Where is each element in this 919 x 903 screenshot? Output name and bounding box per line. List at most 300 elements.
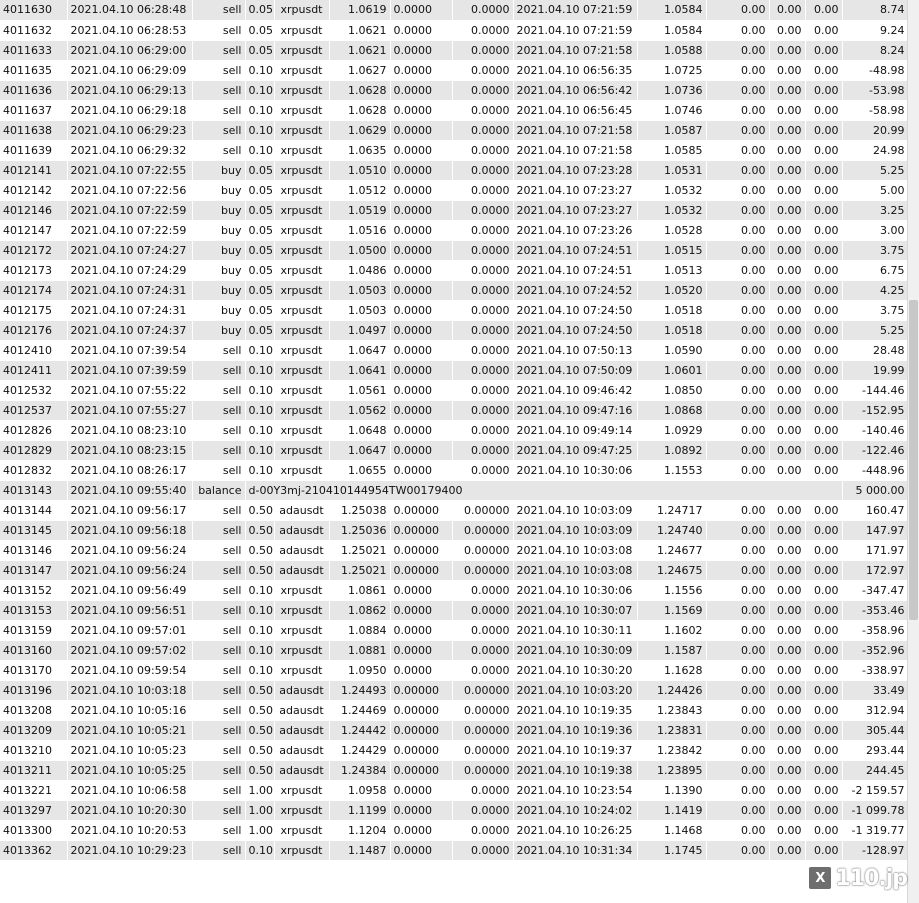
cell-close-time: 2021.04.10 10:03:08 <box>513 540 637 560</box>
table-row[interactable] <box>0 640 908 660</box>
cell-close-time: 2021.04.10 10:03:20 <box>513 680 637 700</box>
cell-size: 0.10 <box>245 640 274 660</box>
cell-size: 0.10 <box>245 620 274 640</box>
cell-ticket: 4011638 <box>0 120 67 140</box>
cell-sl: 0.0000 <box>390 620 452 640</box>
cell-open-price: 1.0510 <box>329 160 390 180</box>
cell-swap: 0.00 <box>805 180 842 200</box>
table-row[interactable] <box>0 500 908 520</box>
cell-open-time: 2021.04.10 10:05:21 <box>67 720 192 740</box>
cell-commission: 0.00 <box>706 300 769 320</box>
cell-size: 0.50 <box>245 560 274 580</box>
cell-swap: 0.00 <box>805 300 842 320</box>
table-row[interactable] <box>0 40 908 60</box>
cell-tp: 0.0000 <box>452 840 513 860</box>
cell-sl: 0.0000 <box>390 660 452 680</box>
cell-taxes: 0.00 <box>769 500 805 520</box>
table-row[interactable] <box>0 840 908 860</box>
cell-swap: 0.00 <box>805 260 842 280</box>
cell-swap: 0.00 <box>805 760 842 780</box>
cell-open-time: 2021.04.10 10:29:23 <box>67 840 192 860</box>
cell-swap: 0.00 <box>805 420 842 440</box>
cell-ticket: 4013146 <box>0 540 67 560</box>
cell-tp: 0.0000 <box>452 180 513 200</box>
cell-symbol: xrpusdt <box>274 640 329 660</box>
cell-size: 0.50 <box>245 760 274 780</box>
cell-commission: 0.00 <box>706 440 769 460</box>
cell-profit: 8.24 <box>842 40 908 60</box>
cell-sl: 0.0000 <box>390 600 452 620</box>
cell-tp: 0.0000 <box>452 380 513 400</box>
cell-sl: 0.00000 <box>390 540 452 560</box>
cell-sl: 0.0000 <box>390 120 452 140</box>
cell-taxes: 0.00 <box>769 580 805 600</box>
cell-type: sell <box>192 60 245 80</box>
cell-commission: 0.00 <box>706 780 769 800</box>
cell-open-price: 1.1487 <box>329 840 390 860</box>
cell-tp: 0.0000 <box>452 580 513 600</box>
table-row[interactable] <box>0 300 908 320</box>
cell-swap: 0.00 <box>805 700 842 720</box>
cell-open-price: 1.0621 <box>329 40 390 60</box>
cell-symbol: xrpusdt <box>274 660 329 680</box>
cell-taxes: 0.00 <box>769 200 805 220</box>
cell-type: sell <box>192 700 245 720</box>
table-row[interactable] <box>0 600 908 620</box>
cell-ticket: 4013221 <box>0 780 67 800</box>
cell-taxes: 0.00 <box>769 60 805 80</box>
cell-swap: 0.00 <box>805 560 842 580</box>
cell-open-time: 2021.04.10 06:29:23 <box>67 120 192 140</box>
table-row[interactable] <box>0 380 908 400</box>
cell-taxes: 0.00 <box>769 300 805 320</box>
cell-ticket: 4011630 <box>0 0 67 20</box>
cell-open-price: 1.0950 <box>329 660 390 680</box>
table-row[interactable] <box>0 620 908 640</box>
cell-tp: 0.00000 <box>452 540 513 560</box>
cell-close-price: 1.23831 <box>637 720 706 740</box>
cell-symbol: xrpusdt <box>274 20 329 40</box>
cell-type: sell <box>192 680 245 700</box>
cell-open-price: 1.24442 <box>329 720 390 740</box>
cell-commission: 0.00 <box>706 280 769 300</box>
cell-close-price: 1.1569 <box>637 600 706 620</box>
table-row[interactable] <box>0 480 908 500</box>
cell-close-time: 2021.04.10 07:23:26 <box>513 220 637 240</box>
table-row[interactable] <box>0 200 908 220</box>
cell-open-time: 2021.04.10 06:29:18 <box>67 100 192 120</box>
cell-swap: 0.00 <box>805 740 842 760</box>
cell-close-price: 1.24675 <box>637 560 706 580</box>
cell-profit: 3.00 <box>842 220 908 240</box>
cell-swap: 0.00 <box>805 640 842 660</box>
cell-symbol: xrpusdt <box>274 840 329 860</box>
cell-open-price: 1.24384 <box>329 760 390 780</box>
cell-swap: 0.00 <box>805 380 842 400</box>
cell-type: sell <box>192 760 245 780</box>
cell-size: 0.10 <box>245 120 274 140</box>
cell-swap: 0.00 <box>805 40 842 60</box>
cell-open-time: 2021.04.10 07:22:59 <box>67 200 192 220</box>
cell-close-price: 1.0515 <box>637 240 706 260</box>
cell-tp: 0.0000 <box>452 800 513 820</box>
cell-close-time: 2021.04.10 07:23:27 <box>513 180 637 200</box>
cell-close-price: 1.0588 <box>637 40 706 60</box>
cell-profit: -347.47 <box>842 580 908 600</box>
cell-taxes: 0.00 <box>769 540 805 560</box>
cell-close-price: 1.1587 <box>637 640 706 660</box>
cell-open-time: 2021.04.10 06:29:13 <box>67 80 192 100</box>
cell-swap: 0.00 <box>805 340 842 360</box>
cell-sl: 0.0000 <box>390 640 452 660</box>
cell-open-time: 2021.04.10 07:39:54 <box>67 340 192 360</box>
cell-size: 0.50 <box>245 500 274 520</box>
cell-ticket: 4013152 <box>0 580 67 600</box>
table-row[interactable] <box>0 240 908 260</box>
cell-swap: 0.00 <box>805 160 842 180</box>
table-row[interactable] <box>0 580 908 600</box>
cell-close-price: 1.0528 <box>637 220 706 240</box>
cell-symbol: xrpusdt <box>274 440 329 460</box>
cell-size: 0.10 <box>245 80 274 100</box>
cell-size: 0.50 <box>245 700 274 720</box>
cell-open-price: 1.0516 <box>329 220 390 240</box>
cell-profit: 9.24 <box>842 20 908 40</box>
table-row[interactable] <box>0 520 908 540</box>
cell-profit: 3.75 <box>842 300 908 320</box>
cell-close-price: 1.0532 <box>637 180 706 200</box>
cell-open-time: 2021.04.10 07:55:27 <box>67 400 192 420</box>
cell-swap: 0.00 <box>805 240 842 260</box>
cell-ticket: 4011635 <box>0 60 67 80</box>
cell-swap: 0.00 <box>805 320 842 340</box>
cell-ticket: 4011633 <box>0 40 67 60</box>
cell-sl: 0.0000 <box>390 420 452 440</box>
cell-commission: 0.00 <box>706 800 769 820</box>
cell-close-price: 1.0584 <box>637 0 706 20</box>
table-row[interactable] <box>0 740 908 760</box>
cell-size: 0.05 <box>245 320 274 340</box>
cell-open-time: 2021.04.10 07:24:31 <box>67 280 192 300</box>
cell-swap: 0.00 <box>805 600 842 620</box>
cell-taxes: 0.00 <box>769 40 805 60</box>
cell-open-price: 1.0486 <box>329 260 390 280</box>
cell-taxes: 0.00 <box>769 120 805 140</box>
cell-type: balance <box>192 480 245 500</box>
cell-open-price: 1.0500 <box>329 240 390 260</box>
cell-taxes: 0.00 <box>769 760 805 780</box>
cell-close-price: 1.0587 <box>637 120 706 140</box>
cell-tp: 0.0000 <box>452 400 513 420</box>
cell-ticket: 4012532 <box>0 380 67 400</box>
cell-close-price: 1.23843 <box>637 700 706 720</box>
cell-open-time: 2021.04.10 07:22:56 <box>67 180 192 200</box>
table-row[interactable] <box>0 460 908 480</box>
cell-ticket: 4013210 <box>0 740 67 760</box>
cell-open-time: 2021.04.10 08:26:17 <box>67 460 192 480</box>
table-row[interactable] <box>0 780 908 800</box>
cell-symbol: adausdt <box>274 540 329 560</box>
cell-symbol: xrpusdt <box>274 320 329 340</box>
cell-swap: 0.00 <box>805 820 842 840</box>
cell-profit: -338.97 <box>842 660 908 680</box>
cell-size: 0.10 <box>245 100 274 120</box>
cell-close-time: 2021.04.10 10:30:09 <box>513 640 637 660</box>
cell-profit: 3.75 <box>842 240 908 260</box>
cell-swap: 0.00 <box>805 220 842 240</box>
cell-ticket: 4012410 <box>0 340 67 360</box>
cell-tp: 0.0000 <box>452 280 513 300</box>
cell-type: sell <box>192 100 245 120</box>
cell-commission: 0.00 <box>706 240 769 260</box>
cell-ticket: 4012832 <box>0 460 67 480</box>
cell-open-price: 1.0862 <box>329 600 390 620</box>
table-row[interactable] <box>0 140 908 160</box>
cell-commission: 0.00 <box>706 520 769 540</box>
cell-profit: 171.97 <box>842 540 908 560</box>
table-row[interactable] <box>0 720 908 740</box>
cell-taxes: 0.00 <box>769 720 805 740</box>
cell-commission: 0.00 <box>706 120 769 140</box>
cell-open-time: 2021.04.10 06:29:32 <box>67 140 192 160</box>
cell-ticket: 4012172 <box>0 240 67 260</box>
cell-taxes: 0.00 <box>769 400 805 420</box>
cell-close-price: 1.0585 <box>637 140 706 160</box>
cell-open-price: 1.0884 <box>329 620 390 640</box>
cell-sl: 0.00000 <box>390 740 452 760</box>
table-row[interactable] <box>0 700 908 720</box>
cell-tp: 0.00000 <box>452 680 513 700</box>
cell-open-time: 2021.04.10 07:24:37 <box>67 320 192 340</box>
table-row[interactable] <box>0 540 908 560</box>
cell-size: 0.05 <box>245 300 274 320</box>
cell-symbol: xrpusdt <box>274 260 329 280</box>
cell-sl: 0.0000 <box>390 300 452 320</box>
table-row[interactable] <box>0 560 908 580</box>
cell-type: sell <box>192 640 245 660</box>
cell-close-time: 2021.04.10 06:56:42 <box>513 80 637 100</box>
cell-sl: 0.00000 <box>390 720 452 740</box>
cell-profit: 4.25 <box>842 280 908 300</box>
cell-close-price: 1.0746 <box>637 100 706 120</box>
cell-taxes: 0.00 <box>769 460 805 480</box>
cell-ticket: 4011632 <box>0 20 67 40</box>
cell-profit: -152.95 <box>842 400 908 420</box>
cell-taxes: 0.00 <box>769 360 805 380</box>
vertical-scrollbar[interactable] <box>907 0 919 903</box>
cell-commission: 0.00 <box>706 540 769 560</box>
cell-sl: 0.0000 <box>390 460 452 480</box>
cell-close-price: 1.24717 <box>637 500 706 520</box>
cell-close-time: 2021.04.10 06:56:35 <box>513 60 637 80</box>
cell-symbol: xrpusdt <box>274 140 329 160</box>
cell-tp: 0.0000 <box>452 340 513 360</box>
cell-tp: 0.0000 <box>452 780 513 800</box>
cell-close-time: 2021.04.10 07:23:28 <box>513 160 637 180</box>
table-row[interactable] <box>0 280 908 300</box>
table-row[interactable] <box>0 800 908 820</box>
cell-type: sell <box>192 540 245 560</box>
cell-commission: 0.00 <box>706 840 769 860</box>
cell-close-time: 2021.04.10 07:50:09 <box>513 360 637 380</box>
cell-sl: 0.0000 <box>390 160 452 180</box>
cell-close-time: 2021.04.10 10:30:20 <box>513 660 637 680</box>
table-row[interactable] <box>0 180 908 200</box>
table-row[interactable] <box>0 360 908 380</box>
cell-close-price: 1.0929 <box>637 420 706 440</box>
cell-ticket: 4013147 <box>0 560 67 580</box>
cell-symbol: xrpusdt <box>274 460 329 480</box>
cell-close-price: 1.0725 <box>637 60 706 80</box>
cell-close-time: 2021.04.10 07:21:59 <box>513 20 637 40</box>
cell-type: sell <box>192 840 245 860</box>
cell-sl: 0.0000 <box>390 80 452 100</box>
table-row[interactable] <box>0 760 908 780</box>
cell-close-price: 1.24426 <box>637 680 706 700</box>
table-row[interactable] <box>0 160 908 180</box>
cell-close-time: 2021.04.10 10:19:36 <box>513 720 637 740</box>
cell-taxes: 0.00 <box>769 180 805 200</box>
cell-tp: 0.0000 <box>452 80 513 100</box>
cell-symbol: xrpusdt <box>274 800 329 820</box>
cell-symbol: xrpusdt <box>274 220 329 240</box>
cell-close-price: 1.1602 <box>637 620 706 640</box>
cell-close-time: 2021.04.10 10:31:34 <box>513 840 637 860</box>
table-row[interactable] <box>0 220 908 240</box>
table-row[interactable] <box>0 680 908 700</box>
cell-swap: 0.00 <box>805 460 842 480</box>
table-row[interactable] <box>0 340 908 360</box>
cell-type: sell <box>192 400 245 420</box>
cell-size: 0.05 <box>245 40 274 60</box>
cell-sl: 0.0000 <box>390 60 452 80</box>
cell-profit: -128.97 <box>842 840 908 860</box>
table-row[interactable] <box>0 400 908 420</box>
cell-tp: 0.0000 <box>452 360 513 380</box>
cell-commission: 0.00 <box>706 20 769 40</box>
cell-open-price: 1.25021 <box>329 560 390 580</box>
cell-size: 0.10 <box>245 400 274 420</box>
cell-symbol: xrpusdt <box>274 600 329 620</box>
cell-open-time: 2021.04.10 06:29:09 <box>67 60 192 80</box>
cell-commission: 0.00 <box>706 700 769 720</box>
cell-profit: -448.96 <box>842 460 908 480</box>
cell-size: 0.10 <box>245 60 274 80</box>
cell-close-time: 2021.04.10 10:23:54 <box>513 780 637 800</box>
cell-type: buy <box>192 180 245 200</box>
cell-ticket: 4012176 <box>0 320 67 340</box>
cell-sl: 0.0000 <box>390 260 452 280</box>
cell-profit: 28.48 <box>842 340 908 360</box>
cell-open-price: 1.0861 <box>329 580 390 600</box>
cell-symbol: adausdt <box>274 500 329 520</box>
cell-open-time: 2021.04.10 07:39:59 <box>67 360 192 380</box>
table-row[interactable] <box>0 420 908 440</box>
cell-close-price: 1.23842 <box>637 740 706 760</box>
table-row[interactable] <box>0 60 908 80</box>
cell-ticket: 4013170 <box>0 660 67 680</box>
cell-close-price: 1.0868 <box>637 400 706 420</box>
cell-type: sell <box>192 380 245 400</box>
cell-ticket: 4013297 <box>0 800 67 820</box>
cell-profit: 293.44 <box>842 740 908 760</box>
table-row[interactable] <box>0 440 908 460</box>
table-row[interactable] <box>0 80 908 100</box>
cell-taxes: 0.00 <box>769 700 805 720</box>
table-row[interactable] <box>0 100 908 120</box>
table-row[interactable] <box>0 320 908 340</box>
cell-symbol: xrpusdt <box>274 280 329 300</box>
cell-tp: 0.0000 <box>452 0 513 20</box>
cell-close-price: 1.1390 <box>637 780 706 800</box>
cell-tp: 0.0000 <box>452 240 513 260</box>
cell-sl: 0.00000 <box>390 520 452 540</box>
watermark-logo-icon: X <box>809 867 831 889</box>
cell-swap: 0.00 <box>805 140 842 160</box>
cell-ticket: 4012411 <box>0 360 67 380</box>
cell-swap: 0.00 <box>805 280 842 300</box>
cell-ticket: 4013153 <box>0 600 67 620</box>
cell-tp: 0.0000 <box>452 420 513 440</box>
cell-commission: 0.00 <box>706 740 769 760</box>
cell-symbol: xrpusdt <box>274 580 329 600</box>
cell-commission: 0.00 <box>706 400 769 420</box>
cell-size: 0.05 <box>245 280 274 300</box>
cell-type: buy <box>192 160 245 180</box>
cell-commission: 0.00 <box>706 0 769 20</box>
table-row[interactable] <box>0 820 908 840</box>
cell-type: sell <box>192 440 245 460</box>
table-row[interactable] <box>0 120 908 140</box>
cell-tp: 0.0000 <box>452 120 513 140</box>
cell-symbol: adausdt <box>274 720 329 740</box>
table-row[interactable] <box>0 0 908 20</box>
cell-close-time: 2021.04.10 10:19:37 <box>513 740 637 760</box>
cell-taxes: 0.00 <box>769 280 805 300</box>
cell-profit: -1 099.78 <box>842 800 908 820</box>
cell-sl: 0.0000 <box>390 220 452 240</box>
scrollbar-thumb[interactable] <box>909 300 918 620</box>
cell-ticket: 4013208 <box>0 700 67 720</box>
table-row[interactable] <box>0 20 908 40</box>
cell-symbol: xrpusdt <box>274 400 329 420</box>
cell-type: buy <box>192 300 245 320</box>
table-row[interactable] <box>0 660 908 680</box>
table-row[interactable] <box>0 260 908 280</box>
cell-close-price: 1.0850 <box>637 380 706 400</box>
cell-commission: 0.00 <box>706 500 769 520</box>
cell-sl: 0.0000 <box>390 800 452 820</box>
cell-taxes: 0.00 <box>769 160 805 180</box>
cell-swap: 0.00 <box>805 120 842 140</box>
cell-sl: 0.0000 <box>390 280 452 300</box>
cell-close-time: 2021.04.10 07:24:51 <box>513 240 637 260</box>
cell-type: sell <box>192 20 245 40</box>
cell-open-price: 1.0503 <box>329 280 390 300</box>
cell-tp: 0.00000 <box>452 500 513 520</box>
cell-symbol: xrpusdt <box>274 40 329 60</box>
cell-open-price: 1.0497 <box>329 320 390 340</box>
cell-profit: 160.47 <box>842 500 908 520</box>
cell-tp: 0.0000 <box>452 220 513 240</box>
cell-ticket: 4011637 <box>0 100 67 120</box>
cell-commission: 0.00 <box>706 640 769 660</box>
cell-close-price: 1.0518 <box>637 300 706 320</box>
cell-close-price: 1.0590 <box>637 340 706 360</box>
cell-sl: 0.0000 <box>390 180 452 200</box>
cell-close-time: 2021.04.10 10:30:06 <box>513 460 637 480</box>
cell-size: 0.10 <box>245 380 274 400</box>
